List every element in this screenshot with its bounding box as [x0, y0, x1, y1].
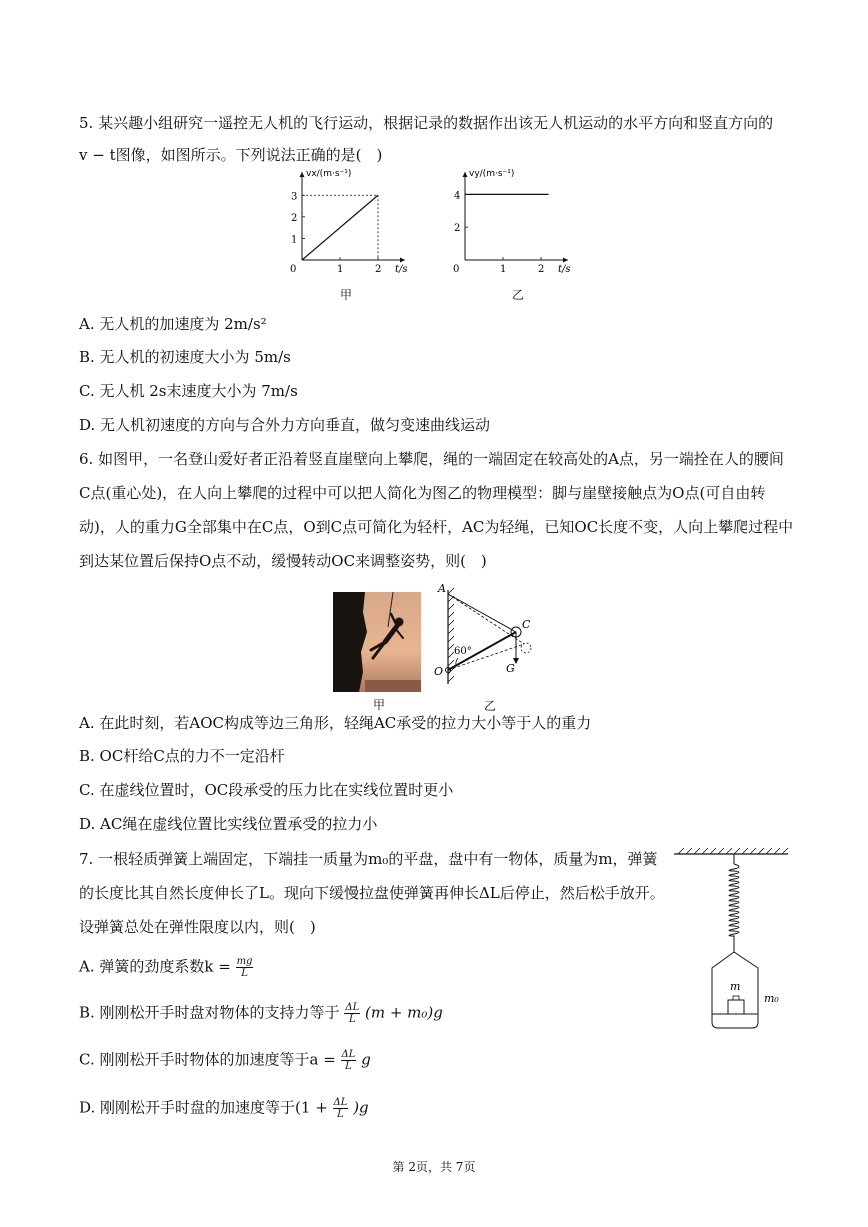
q5-option-b: B. 无人机的初速度大小为 5m/s [79, 348, 291, 366]
fraction-numerator: ΔL [345, 1002, 360, 1013]
q7-spring-diagram [672, 846, 792, 1032]
y-tick-label: 2 [454, 223, 461, 235]
q6-stem-line3: 动)，人的重力G全部集中在C点，O到C点可简化为轻杆，AC为轻绳，已知OC长度不变，人向上攀爬过程中 [79, 518, 794, 536]
fraction-denominator: L [337, 1109, 344, 1120]
q5-option-a: A. 无人机的加速度为 2m/s² [79, 315, 267, 333]
x-tick-label: 0 [290, 264, 297, 275]
x-tick-label: 1 [500, 264, 507, 275]
q7-option-b-suffix: (m + m₀)g [365, 1003, 443, 1022]
y-tick-label: 4 [454, 190, 461, 202]
y-axis-label: vx/(m·s⁻¹) [306, 169, 352, 179]
y-axis-arrow-icon [300, 172, 305, 177]
q5-option-d: D. 无人机初速度的方向与合外力方向垂直，做匀变速曲线运动 [79, 416, 491, 434]
q7-option-b-text: B. 刚刚松开手时盘对物体的支持力等于 [79, 1003, 340, 1022]
y-tick-label: 3 [291, 191, 298, 203]
q5-stem-line1: 5. 某兴趣小组研究一遥控无人机的飞行运动，根据记录的数据作出该无人机运动的水平方向和竖直方向的 [79, 114, 774, 132]
x-axis-arrow-icon [400, 258, 405, 263]
fraction-denominator: L [241, 968, 248, 979]
x-tick-label: 0 [453, 264, 460, 275]
q6-climber-photo [333, 592, 421, 692]
q5-fig-jia-caption: 甲 [340, 288, 353, 302]
q5-fig-yi-caption: 乙 [512, 288, 525, 302]
q6-option-c: C. 在虚线位置时，OC段承受的压力比在实线位置时更小 [79, 781, 454, 799]
q6-stem-line1: 6. 如图甲，一名登山爱好者正沿着竖直崖壁向上攀爬，绳的一端固定在较高处的A点，另一端拴在人的腰间 [79, 450, 784, 468]
q5-chart-yi [445, 168, 585, 278]
q6-stem-line2: C点(重心处)，在人向上攀爬的过程中可以把人简化为图乙的物理模型：脚与崖壁接触点为O点(可自由转 [79, 484, 766, 502]
q6-label-angle: 60° [454, 646, 472, 657]
x-axis-label: t/s [558, 264, 571, 275]
y-tick-label: 1 [291, 234, 298, 246]
q7-option-b-fraction [344, 1002, 360, 1025]
q5-option-c: C. 无人机 2s末速度大小为 7m/s [79, 382, 298, 400]
x-axis-arrow-icon [563, 258, 568, 263]
q6-model-diagram [428, 582, 540, 694]
q7-option-a-fraction [236, 956, 254, 979]
y-tick-label: 2 [291, 212, 298, 224]
q6-option-b: B. OC杆给C点的力不一定沿杆 [79, 747, 285, 765]
fraction-numerator: ΔL [341, 1049, 356, 1060]
q7-label-m0: m₀ [764, 992, 779, 1005]
q6-fig-yi-caption: 乙 [484, 699, 497, 713]
x-tick-label: 2 [375, 264, 382, 275]
q6-label-a: A [438, 582, 446, 595]
x-tick-label: 2 [538, 264, 545, 275]
q7-option-d-fraction [333, 1097, 349, 1120]
q6-option-a: A. 在此时刻，若AOC构成等边三角形，轻绳AC承受的拉力大小等于人的重力 [79, 714, 592, 732]
page-footer: 第 2页，共 7页 [392, 1160, 476, 1174]
q7-option-d-text: D. 刚刚松开手时盘的加速度等于(1 + [79, 1098, 328, 1117]
x-axis-label: t/s [395, 264, 408, 275]
q6-label-c: C [522, 618, 531, 631]
fraction-denominator: L [345, 1061, 352, 1072]
q7-option-d [79, 1097, 369, 1120]
series-line [302, 195, 378, 260]
q7-stem-line3: 设弹簧总处在弹性限度以内，则( ) [79, 918, 316, 936]
q6-option-d: D. AC绳在虚线位置比实线位置承受的拉力小 [79, 815, 378, 833]
q7-option-c-fraction [341, 1049, 357, 1072]
q6-fig-jia-caption: 甲 [373, 698, 386, 712]
q7-option-c-suffix: g [361, 1050, 371, 1069]
q7-option-c [79, 1049, 371, 1072]
q7-option-a-text: A. 弹簧的劲度系数k = [79, 957, 231, 976]
q7-option-a [79, 956, 253, 979]
q7-stem-line2: 的长度比其自然长度伸长了L。现向下缓慢拉盘使弹簧再伸长ΔL后停止，然后松手放开。 [79, 884, 665, 902]
y-axis-label: vy/(m·s⁻¹) [469, 169, 515, 179]
q6-label-g: G [506, 662, 515, 675]
q7-label-m: m [730, 980, 741, 993]
y-axis-arrow-icon [463, 172, 468, 177]
q7-option-d-suffix: )g [353, 1098, 369, 1117]
q7-stem-line1: 7. 一根轻质弹簧上端固定，下端挂一质量为m₀的平盘，盘中有一物体，质量为m，弹簧 [79, 850, 658, 868]
q7-option-c-text: C. 刚刚松开手时物体的加速度等于a = [79, 1050, 336, 1069]
fraction-denominator: L [348, 1014, 356, 1025]
q5-chart-jia [282, 168, 422, 278]
fraction-numerator: ΔL [333, 1097, 348, 1108]
q7-option-b [79, 1002, 443, 1025]
q6-stem-line4: 到达某位置后保持O点不动，缓慢转动OC来调整姿势，则( ) [79, 552, 487, 570]
x-tick-label: 1 [337, 264, 344, 275]
q5-stem-line2: v − t图像，如图所示。下列说法正确的是( ) [79, 146, 383, 164]
q6-label-o: O [434, 665, 444, 678]
fraction-numerator: mg [236, 956, 253, 967]
